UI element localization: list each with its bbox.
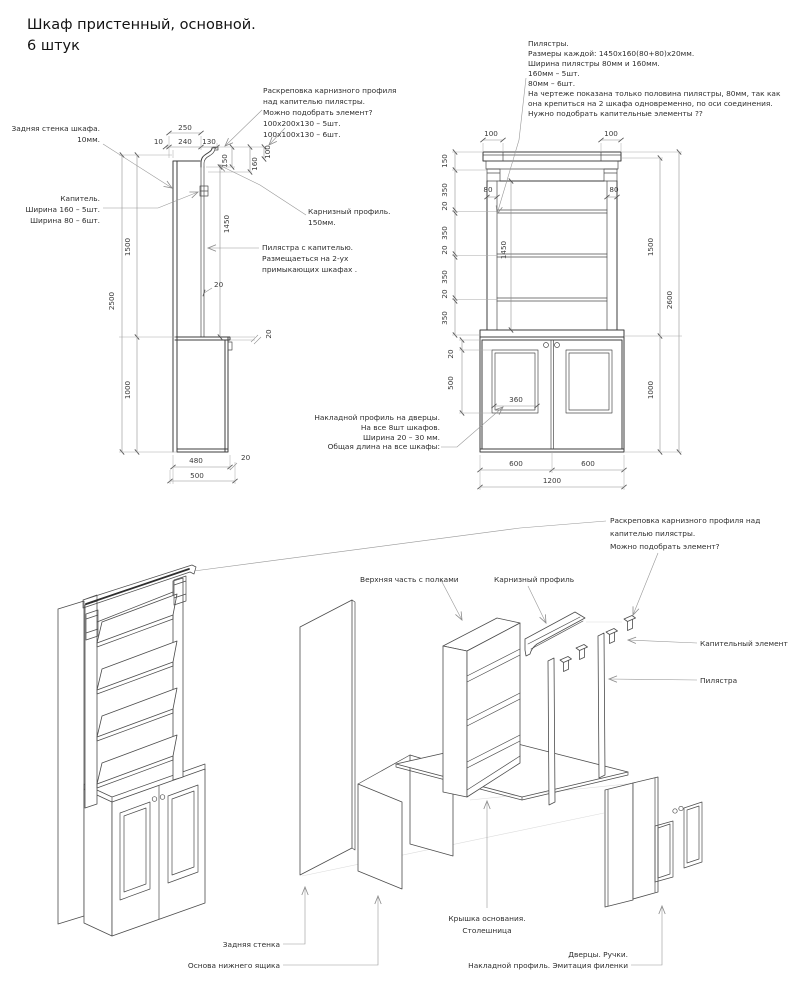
part-doors	[605, 777, 683, 907]
note-pilasters-7: она крепиться на 2 шкафа одновременно, по оси соединения.	[528, 99, 773, 108]
note-raskrepovka-1: Раскреповка карнизного профиля	[263, 86, 397, 95]
side-view-dimensions	[107, 123, 273, 484]
label-raskrepovka-3: Можно подобрать элемент?	[610, 542, 720, 551]
dim-100: 100	[263, 145, 272, 159]
note-overlay-1: Накладной профиль на дверцы.	[314, 413, 440, 422]
label-doors-2: Накладной профиль. Эмитация филенки	[468, 961, 628, 970]
dim-2600: 2600	[665, 290, 674, 310]
front-view-linework	[480, 152, 624, 452]
note-pilaster-3: примыкающих шкафах .	[262, 265, 358, 274]
note-pilasters-4: 160мм – 5шт.	[528, 69, 580, 78]
dim-150: 150	[220, 154, 229, 168]
dim-130: 130	[202, 137, 216, 146]
dim-20-panel: 20	[446, 349, 455, 359]
dim-100-left: 100	[484, 129, 498, 138]
label-cornice-profile: Карнизный профиль	[494, 575, 575, 584]
front-view-annotations	[314, 39, 781, 451]
note-pilaster-2: Размещаеться на 2-ух	[262, 254, 349, 263]
note-pilasters-2: Размеры каждой: 1450x160(80+80)x20мм.	[528, 49, 695, 58]
dim-500: 500	[446, 376, 455, 390]
dim-1450: 1450	[499, 240, 508, 260]
dim-600-right: 600	[581, 459, 595, 468]
label-capital-element: Капительный элемент	[700, 639, 788, 648]
dim-350-4: 350	[440, 311, 449, 325]
note-back-wall-1: Задняя стенка шкафа.	[11, 124, 100, 133]
dim-1450: 1450	[222, 214, 231, 234]
dim-1500: 1500	[123, 237, 132, 257]
label-base: Основа нижнего ящика	[187, 961, 280, 970]
note-raskrepovka-5: 100x100x130 – 6шт.	[263, 130, 341, 139]
label-cover-1: Крышка основания.	[448, 914, 526, 923]
dim-600-left: 600	[509, 459, 523, 468]
dim-20-pilaster: 20	[214, 280, 224, 289]
label-doors-1: Дверцы. Ручки.	[568, 950, 628, 959]
side-view	[12, 86, 397, 484]
note-kapitel-3: Ширина 80 – 6шт.	[30, 216, 100, 225]
dim-20-3: 20	[440, 289, 449, 299]
note-pilasters-6: На чертеже показана только половина пилястры, 80мм, так как	[528, 89, 781, 98]
dim-160: 160	[250, 157, 259, 171]
label-cover-2: Столешница	[462, 926, 512, 935]
dim-10: 10	[153, 137, 163, 146]
dim-250: 250	[178, 123, 192, 132]
dim-2500: 2500	[107, 291, 116, 311]
part-pilaster-1	[548, 658, 555, 805]
note-cornice-1: Карнизный профиль.	[308, 207, 391, 216]
part-pilaster-2	[598, 633, 605, 778]
note-raskrepovka-3: Можно подобрать элемент?	[263, 108, 373, 117]
dim-350-1: 350	[440, 183, 449, 197]
dim-350-2: 350	[440, 226, 449, 240]
label-raskrepovka-1: Раскреповка карнизного профиля над	[610, 516, 761, 525]
dim-80-right: 80	[609, 185, 619, 194]
dim-1500: 1500	[646, 237, 655, 257]
side-view-linework	[173, 147, 232, 452]
note-back-wall-2: 10мм.	[77, 135, 100, 144]
dim-80-left: 80	[483, 185, 493, 194]
note-pilasters-5: 80мм – 6шт.	[528, 79, 576, 88]
note-pilasters-1: Пилястры.	[528, 39, 569, 48]
note-pilasters-3: Ширина пилястры 80мм и 160мм.	[528, 59, 660, 68]
note-raskrepovka-2: над капителью пилястры.	[263, 97, 366, 106]
exploded-view	[58, 516, 788, 970]
front-view-dimensions	[440, 129, 682, 490]
title-line-2: 6 штук	[27, 38, 80, 54]
dim-1200: 1200	[542, 476, 562, 485]
dim-20-1: 20	[440, 201, 449, 211]
title-line-1: Шкаф пристенный, основной.	[27, 17, 256, 33]
dim-480: 480	[189, 456, 203, 465]
note-cornice-2: 150мм.	[308, 218, 336, 227]
note-kapitel-2: Ширина 160 – 5шт.	[25, 205, 100, 214]
dim-150: 150	[440, 154, 449, 168]
dim-1000: 1000	[123, 380, 132, 400]
note-overlay-4: Общая длина на все шкафы:	[327, 442, 440, 451]
part-base-box-side	[358, 784, 402, 889]
dim-240: 240	[178, 137, 192, 146]
iso-cabinet	[58, 565, 205, 936]
label-top-part: Верхняя часть с полками	[360, 575, 459, 584]
dim-20-door: 20	[241, 453, 251, 462]
note-kapitel-1: Капитель.	[60, 194, 100, 203]
label-raskrepovka-2: капителью пилястры.	[610, 529, 696, 538]
part-shelf-unit	[443, 618, 520, 797]
part-overlay-frames	[655, 802, 702, 882]
note-pilasters-8: Нужно подобрать капительные элементы ??	[528, 109, 703, 118]
dim-350-3: 350	[440, 270, 449, 284]
dim-20-top: 20	[264, 329, 273, 339]
note-overlay-3: Ширина 20 – 30 мм.	[363, 433, 440, 442]
part-back-panel	[300, 600, 352, 875]
dim-500: 500	[190, 471, 204, 480]
label-back-wall: Задняя стенка	[222, 940, 280, 949]
dim-100-right: 100	[604, 129, 618, 138]
sheet-title	[27, 17, 256, 54]
exploded-parts	[300, 600, 702, 907]
dim-360: 360	[509, 395, 523, 404]
note-raskrepovka-4: 100x200x130 – 5шт.	[263, 119, 341, 128]
part-cornice-moulding	[525, 612, 585, 656]
note-overlay-2: На все 8шт шкафов.	[360, 423, 440, 432]
front-view	[314, 39, 781, 490]
note-pilaster-1: Пилястра с капителью.	[262, 243, 354, 252]
dim-20-2: 20	[440, 245, 449, 255]
dim-1000: 1000	[646, 380, 655, 400]
label-pilaster: Пилястра	[700, 676, 738, 685]
